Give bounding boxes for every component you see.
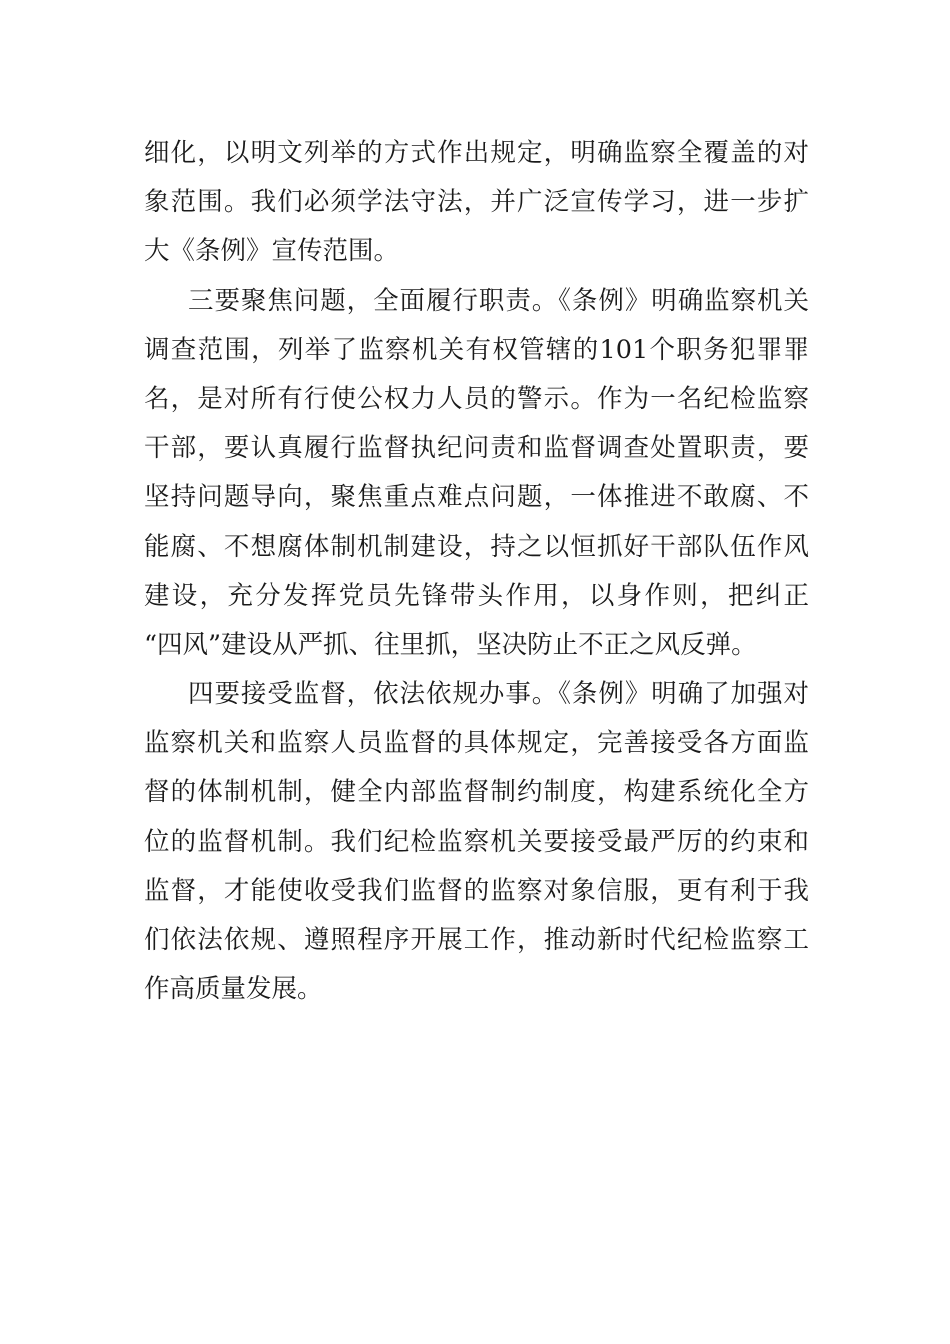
paragraph-four: [144, 670, 809, 1014]
text-line: 们依法依规、遵照程序开展工作，推动新时代纪检监察工: [144, 925, 809, 955]
text-line: “四风”建设从严抓、往里抓，坚决防止不正之风反弹。: [144, 629, 757, 660]
text-line: 坚持问题导向，聚焦重点难点问题，一体推进不敢腐、不: [144, 482, 809, 513]
text-line: 监察机关和监察人员监督的具体规定，完善接受各方面监: [144, 728, 809, 759]
text-line: 作高质量发展。: [144, 974, 323, 1005]
paragraph-three: [144, 277, 809, 671]
paragraph-continued: [144, 129, 809, 277]
text-line: 督的体制机制，健全内部监督制约制度，构建系统化全方: [144, 777, 809, 808]
text-line: 监督，才能使收受我们监督的监察对象信服，更有利于我: [144, 875, 809, 906]
text-line: 干部，要认真履行监督执纪问责和监督调查处置职责，要: [144, 433, 809, 464]
text-line: 名，是对所有行使公权力人员的警示。作为一名纪检监察: [144, 383, 809, 414]
text-line: 四要接受监督，依法依规办事。《条例》明确了加强对: [188, 679, 809, 710]
text-line: 细化，以明文列举的方式作出规定，明确监察全覆盖的对: [144, 138, 809, 168]
document-body: [144, 129, 809, 1014]
text-line: 三要聚焦问题，全面履行职责。《条例》明确监察机关: [188, 285, 809, 316]
text-line: 象范围。我们必须学法守法，并广泛宣传学习，进一步扩: [144, 187, 809, 218]
text-line: 大《条例》宣传范围。: [144, 236, 400, 267]
text-line: 建设，充分发挥党员先锋带头作用，以身作则，把纠正: [144, 580, 809, 611]
text-line: 能腐、不想腐体制机制建设，持之以恒抓好干部队伍作风: [144, 531, 809, 562]
text-line: 位的监督机制。我们纪检监察机关要接受最严厉的约束和: [144, 826, 809, 857]
text-line: 调查范围，列举了监察机关有权管辖的101个职务犯罪罪: [144, 334, 809, 365]
